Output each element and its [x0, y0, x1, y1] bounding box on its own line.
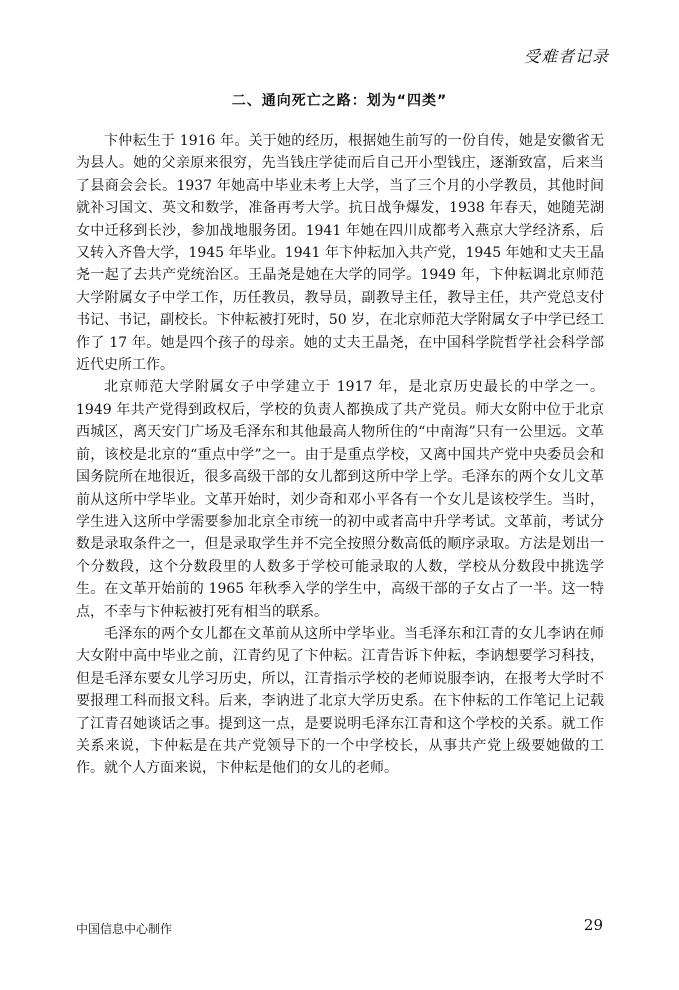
paragraph-2: 北京师范大学附属女子中学建立于 1917 年，是北京历史最长的中学之一。1949 年共产党得到政权后，学校的负责人都换成了共产党员。师大女附中位于北京西城区，离天安门广场及毛泽东和其他最高人物所住的“中南海”只有一公里远。文革前，该校是北京的“重点中学”之一。由于是重点学校，又离中国共产党中央委员会和国务院所在地很近，很多高级干部的女儿都到这所中学上学。毛泽东的两个女儿文革前从这所中学毕业。文革开始时，刘少奇和邓小平各有一个女儿是该校学生。当时，学生进入这所中学需要参加北京全市统一的初中或者高中升学考试。文革前，考试分数是录取条件之一，但是录取学生并不完全按照分数高低的顺序录取。方法是划出一个分数段，这个分数段里的人数多于学校可能录取的人数，学校从分数段中挑选学生。在文革开始前的 1965 年秋季入学的学生中，高级干部的子女占了一半。这一特点，不幸与卞仲耘被打死有相当的联系。 — [76, 379, 604, 620]
section-title: 二、通向死亡之路：划为“四类” — [231, 93, 448, 109]
article-body — [76, 130, 604, 780]
footer-publisher: 中国信息中心制作 — [76, 922, 173, 936]
running-header: 受难者记录 — [523, 47, 609, 66]
paragraph-3: 毛泽东的两个女儿都在文革前从这所中学毕业。当毛泽东和江青的女儿李讷在师大女附中高中毕业之前，江青约见了卞仲耘。江青告诉卞仲耘，李讷想要学习科技，但是毛泽东要女儿学习历史，所以，江青指示学校的老师说服李讷，在报考大学时不要报理工科而报文科。后来，李讷进了北京大学历史系。在卞仲耘的工作笔记上记载了江青召她谈话之事。提到这一点，是要说明毛泽东江青和这个学校的关系。就工作关系来说，卞仲耘是在共产党领导下的一个中学校长，从事共产党上级要她做的工作。就个人方面来说，卞仲耘是他们的女儿的老师。 — [76, 625, 604, 777]
page-number: 29 — [583, 916, 603, 934]
paragraph-1: 卞仲耘生于 1916 年。关于她的经历，根据她生前写的一份自传，她是安徽省无为县人。她的父亲原来很穷，先当钱庄学徒而后自己开小型钱庄，逐渐致富，后来当了县商会会长。1937 年她高中毕业未考上大学，当了三个月的小学教员，其他时间就补习国文、英文和数学，准备再考大学。抗日战争爆发，1938 年春天，她随芜湖女中迁移到长沙，参加战地服务团。1941 年她在四川成都考入燕京大学经济系，后又转入齐鲁大学，1945 年毕业。1941 年卞仲耘加入共产党，1945 年她和丈夫王晶尧一起了去共产党统治区。王晶尧是她在大学的同学。1949 年，卞仲耘调北京师范大学附属女子中学工作，历任教员，教导员，副教导主任，教导主任，共产党总支付书记、书记，副校长。卞仲耘被打死时，50 岁，在北京师范大学附属女子中学已经工作了 17 年。她是四个孩子的母亲。她的丈夫王晶尧，在中国科学院哲学社会科学部近代史所工作。 — [76, 133, 604, 374]
